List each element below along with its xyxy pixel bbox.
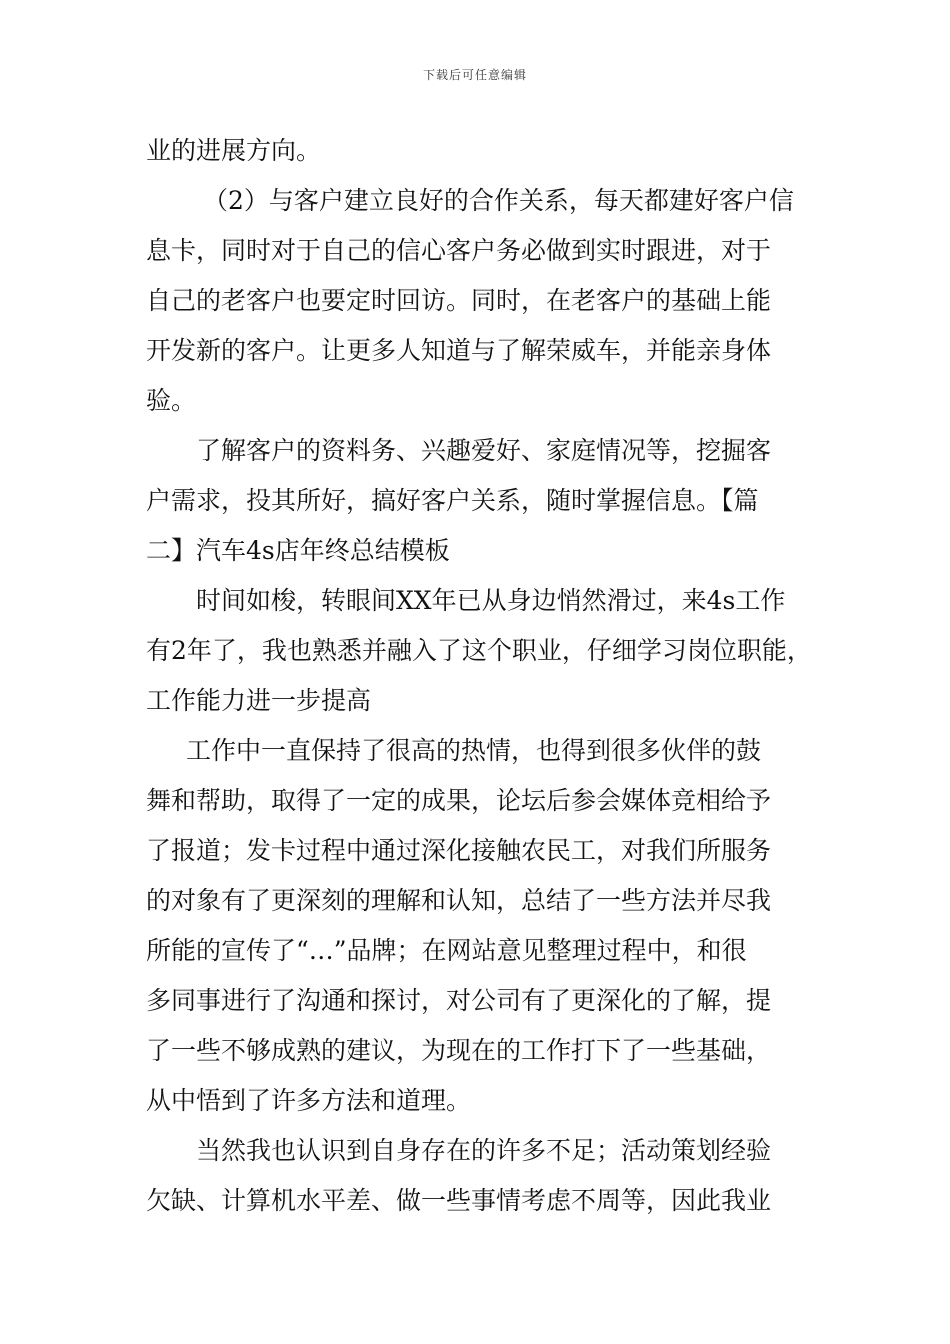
text-line: 开发新的客户。让更多人知道与了解荣威车，并能亲身体 (146, 336, 772, 365)
text-line: 欠缺、计算机水平差、做一些事情考虑不周等，因此我业 (146, 1186, 772, 1215)
text-line: 业的进展方向。 (146, 136, 322, 165)
text-line: 二】汽车4s店年终总结模板 (146, 536, 450, 565)
header-note: 下载后可任意编辑 (422, 68, 527, 82)
text-line: 了报道；发卡过程中通过深化接触农民工，对我们所服务 (146, 836, 772, 865)
text-line: 多同事进行了沟通和探讨，对公司有了更深化的了解，提 (146, 986, 772, 1015)
text-line: 所能的宣传了“…”品牌；在网站意见整理过程中，和很 (146, 936, 747, 965)
text-line: （2）与客户建立良好的合作关系，每天都建好客户信 (203, 186, 794, 215)
text-line: 当然我也认识到自身存在的许多不足；活动策划经验 (196, 1136, 772, 1165)
text-line: 的对象有了更深刻的理解和认知，总结了一些方法并尽我 (146, 886, 772, 915)
text-line: 户需求，投其所好，搞好客户关系，随时掌握信息。【篇 (146, 486, 759, 515)
text-line: 从中悟到了许多方法和道理。 (146, 1086, 472, 1115)
text-line: 了一些不够成熟的建议，为现在的工作打下了一些基础， (146, 1036, 772, 1065)
document-body (146, 126, 810, 1226)
text-line: 息卡，同时对于自己的信心客户务必做到实时跟进，对于 (146, 236, 772, 265)
text-line: 工作能力进一步提高 (146, 686, 372, 715)
text-line: 时间如梭，转眼间XX年已从身边悄然滑过，来4s工作 (196, 586, 786, 615)
text-line: 验。 (146, 386, 197, 415)
text-line: 自己的老客户也要定时回访。同时，在老客户的基础上能 (146, 286, 772, 315)
text-line: 了解客户的资料务、兴趣爱好、家庭情况等，挖掘客 (196, 436, 772, 465)
text-line: 有2年了，我也熟悉并融入了这个职业，仔细学习岗位职能， (146, 636, 812, 665)
text-line: 工作中一直保持了很高的热情，也得到很多伙伴的鼓 (186, 736, 762, 765)
text-line: 舞和帮助，取得了一定的成果，论坛后参会媒体竞相给予 (146, 786, 772, 815)
